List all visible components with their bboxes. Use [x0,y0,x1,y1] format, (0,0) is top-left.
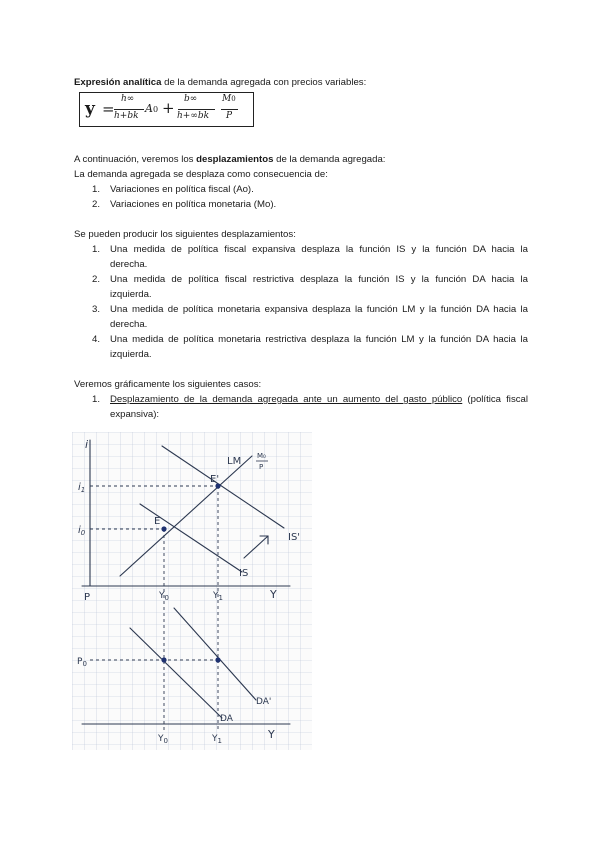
lower-y0-label: $Y_0$ [158,734,168,745]
section2-heading: Se pueden producir los siguientes desplazamientos: [74,229,296,240]
intro-bold: Expresión analítica [74,77,162,88]
is-lm-da-graph [72,432,312,750]
lower-y1-label: $Y_1$ [212,734,222,745]
formula-box [79,92,254,127]
formula-bar1 [114,109,144,110]
lm-label: LM [227,456,242,467]
is1-label: IS' [288,532,301,543]
section1-line2: La demanda agregada se desplaza como consecuencia de: [74,169,328,180]
formula-bar2 [178,109,215,110]
formula-plus: + [162,99,175,117]
p0-label: $P_0$ [77,657,87,668]
lm-frac-den: P [259,463,264,471]
formula-m0: M0 [222,94,236,104]
formula-eq: = [102,100,115,118]
da-label: DA [220,714,233,724]
section3-underlined: Desplazamiento de la demanda agregada ante un aumento del gasto público [110,394,463,405]
intro-rest: de la demanda agregada con precios variables: [161,77,367,88]
point-e [161,526,166,531]
is-label: IS [239,568,249,579]
section1-line1: A continuación, veremos los desplazamientos de la demanda agregada: [74,154,386,165]
point-lower-y1 [215,657,220,662]
upper-y1-label: $Y_1$ [213,591,223,602]
formula-p: P [226,111,233,121]
e1-label: E' [210,474,220,485]
point-lower-y0 [161,657,166,662]
upper-y0-label: $Y_0$ [159,591,169,602]
e-label: E [154,516,161,527]
formula-num2: b∞ [184,94,198,104]
formula-lhs: y [85,99,95,119]
i1-label: $i_1$ [78,482,86,494]
formula-den1: h+bk [114,111,139,121]
upper-y-axis-label: i [85,438,89,451]
formula-num1: h∞ [121,94,135,104]
formula-bar3 [221,109,238,110]
da1-label: DA' [256,697,272,707]
lm-frac-num: M₀ [257,452,266,460]
section3-heading: Veremos gráficamente los siguientes casos: [74,379,262,390]
lower-p-axis-label: P [84,592,91,603]
upper-x-axis-label: Y [270,588,277,601]
i0-label: $i_0$ [78,525,86,537]
intro-line [74,76,366,89]
formula-den2: h+∞bk [177,111,210,121]
lower-x-axis-label: Y [268,728,275,741]
formula-a0: A0 [145,102,159,115]
